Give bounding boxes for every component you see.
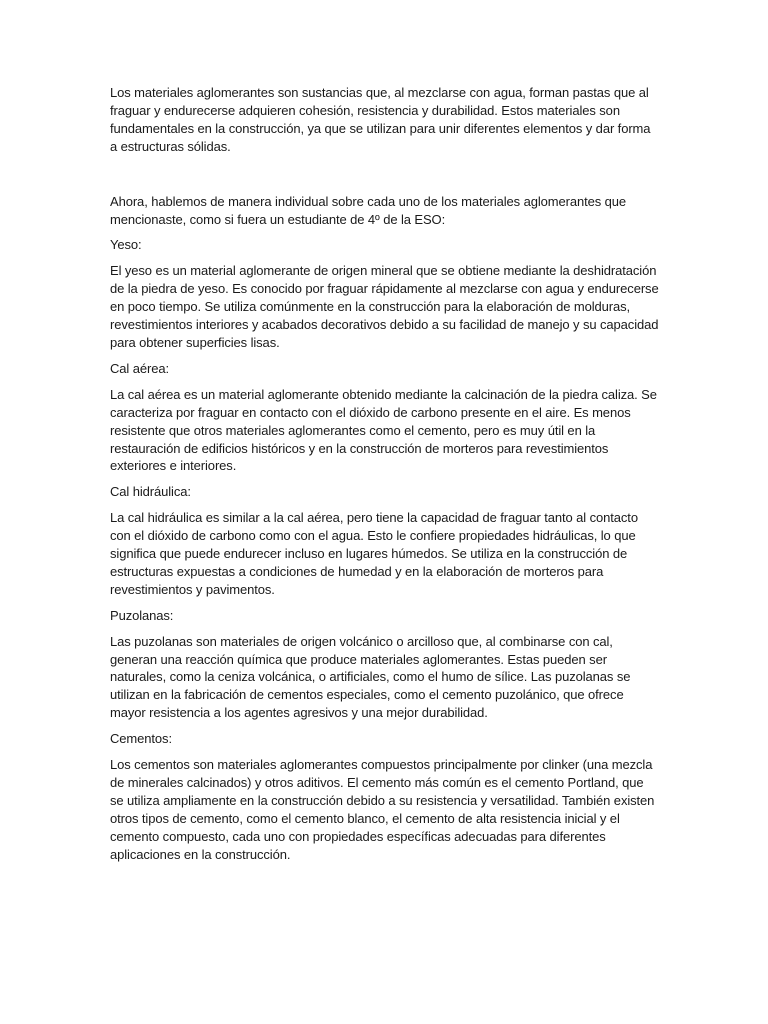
document-page (110, 84, 660, 872)
section-body-cal-hidraulica: La cal hidráulica es similar a la cal aérea, pero tiene la capacidad de fraguar tanto al contacto con el dióxido de carbono como con el agua. Esto le confiere propiedades hidráulicas, lo que significa que puede endurecer incluso en lugares húmedos. Se utiliza en la construcción de estructuras expuestas a condiciones de humedad y en la elaboración de morteros para revestimientos y pavimentos. (110, 510, 638, 597)
section-heading-cal-hidraulica: Cal hidráulica: (110, 484, 191, 500)
lead-paragraph: Ahora, hablemos de manera individual sobre cada uno de los materiales aglomerantes que mencionaste, como si fuera un estudiante de 4º de la ESO: (110, 193, 627, 227)
section-body-cementos: Los cementos son materiales aglomerantes compuestos principalmente por clinker (una mezcla de minerales calcinados) y otros aditivos. El cemento más común es el cemento Portland, que se utiliza ampliamente en la construcción debido a su resistencia y versatilidad. También existen otros tipos de cemento, como el cemento blanco, el cemento de alta resistencia inicial y el cemento compuesto, cada uno con propiedades específicas adecuadas para diferentes aplicaciones en la construcción. (110, 757, 655, 862)
section-heading-yeso: Yeso: (110, 237, 142, 253)
section-heading-puzolanas: Puzolanas: (110, 607, 174, 623)
section-heading-cal-aerea: Cal aérea: (110, 360, 169, 376)
section-body-puzolanas: Las puzolanas son materiales de origen volcánico o arcilloso que, al combinarse con cal, generan una reacción química que produce materiales aglomerantes. Estas pueden ser naturales, como la ceniza volcánica, o artificiales, como el humo de sílice. Las puzolanas se utilizan en la fabricación de cementos especiales, como el cemento puzolánico, que ofrece mayor resistencia a los agentes agresivos y una mejor durabilidad. (110, 633, 631, 721)
section-body-cal-aerea: La cal aérea es un material aglomerante obtenido mediante la calcinación de la piedra caliza. Se caracteriza por fraguar en contacto con el dióxido de carbono presente en el aire. Es menos resistente que otros materiales aglomerantes como el cemento, pero es muy útil en la restauración de edificios históricos y en la construcción de morteros para revestimientos exteriores e interiores. (110, 386, 657, 474)
intro-paragraph: Los materiales aglomerantes son sustancias que, al mezclarse con agua, forman pastas que al fraguar y endurecerse adquieren cohesión, resistencia y durabilidad. Estos materiales son fundamentales en la construcción, ya que se utilizan para unir diferentes elementos y dar forma a estructuras sólidas. (110, 85, 651, 154)
section-heading-cementos: Cementos: (110, 731, 172, 747)
section-body-yeso: El yeso es un material aglomerante de origen mineral que se obtiene mediante la deshidratación de la piedra de yeso. Es conocido por fraguar rápidamente al mezclarse con agua y endurecerse en poco tiempo. Se utiliza comúnmente en la construcción para la elaboración de molduras, revestimientos interiores y acabados decorativos debido a su facilidad de manejo y su capacidad para obtener superficies lisas. (110, 263, 659, 350)
